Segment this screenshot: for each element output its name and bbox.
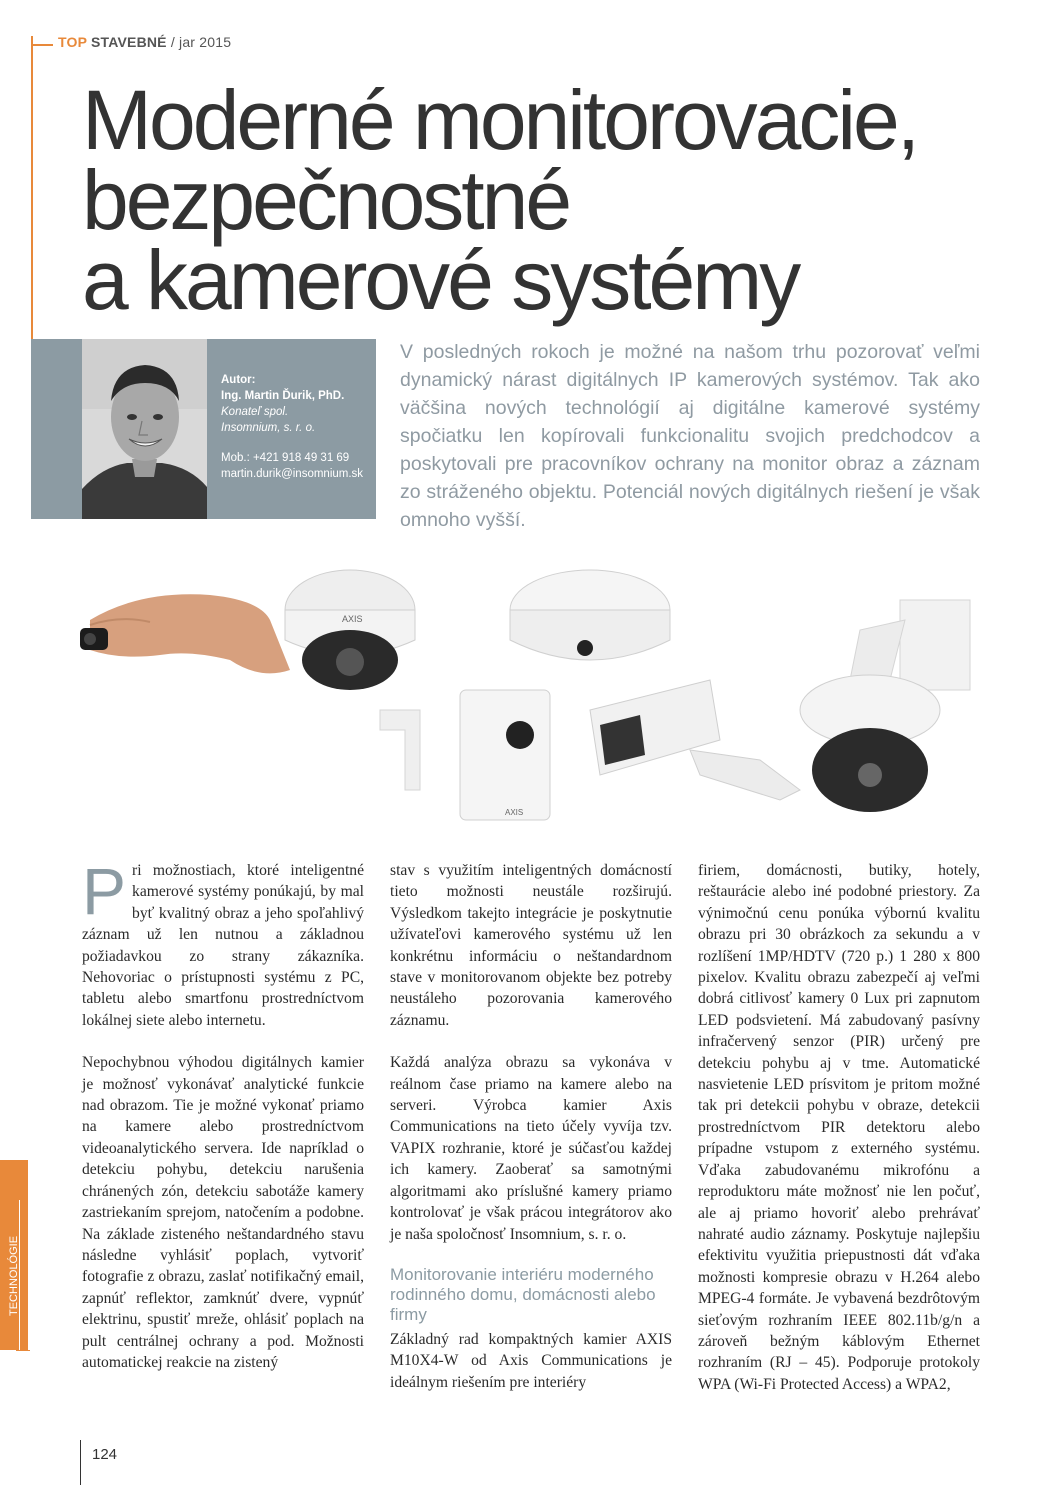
header-rule-vertical (31, 36, 33, 346)
body-column-1 (82, 854, 364, 1373)
page-number: 124 (92, 1446, 118, 1463)
column-2-paragraph-3: Základný rad kompaktných kamier AXIS M10X4-W od Axis Communications je ideálnym riešením pre interiéry (390, 1330, 672, 1391)
side-tab-foot (16, 1350, 30, 1351)
author-info (221, 372, 376, 482)
author-label: Autor: (221, 374, 256, 386)
hand-mini-camera-image (80, 594, 290, 673)
product-photo-group (60, 560, 1020, 830)
author-email[interactable]: martin.durik@insomnium.sk (221, 468, 364, 480)
brand-label-dome: AXIS (342, 614, 363, 624)
title-line-2: bezpečnostné (82, 153, 570, 247)
column-3-paragraph-1: firiem, domácnosti, butiky, hotely, reštaurácie alebo iné podobné priestory. Za výnimočnú cenu ponúka výbornú kvalitu obrazu pri 30 obrázkoch za sekundu a v rozlíšení 1MP/HDTV (720 p.) 1 280 x 800 pixelov. Kvalitu obrazu zabezpečí aj veľmi dobrá citlivosť kamery 0 Lux pri zapnutom LED podsvietení. Má zabudovaný pasívny infračervený senzor (PIR) určený pre detekciu pohybu aj v tme. Automatické nasvietenie LED prísvitom je pritom možné tak pri detekcii pohybu v obraze, detekcii prostredníctvom PIR detektoru alebo prípadne vstupom z externého systému. Vďaka zabudovanému mikrofónu a reproduktoru máte možnosť nie len počuť, ale aj priamo hovoriť alebo prehrávať nahraté audio záznamy. Poskytuje najlepšiu efektivitu využitia priepustnosti dát vďaka možnosti kompresie obrazu v H.264 alebo MPEG-4 formáte. Je vybavená bezdrôtovým sieťovým rozhraním IEEE 802.11b/g/n a zároveň bežným káblovým Ethernet rozhraním (RJ – 45). Podporuje protokoly WPA (Wi-Fi Protected Access) a WPA2, (698, 862, 980, 1393)
dome-camera-image (285, 570, 415, 690)
author-company: Insomnium, s. r. o. (221, 422, 316, 434)
header-rule-horizontal (31, 44, 53, 46)
author-role: Konateľ spol. (221, 406, 289, 418)
header-issue: / jar 2015 (170, 34, 232, 50)
box-camera-housing-image (590, 680, 800, 800)
footer-rule (80, 1440, 81, 1485)
header-section: STAVEBNÉ (90, 34, 167, 50)
column-2-paragraph-2: Každá analýza obrazu sa vykonáva v reálnom čase priamo na kamere alebo na serveri. Výrobca kamier Axis Communications na tieto účely vyvíja tzv. VAPIX rozhranie, ktoré je súčasťou každej ich kamery. Zaoberať sa samotnými algoritmami ako príslušné kamery priamo kontrolovať je však prácou integrátorov ako je naša spoločnosť Insomnium, s. r. o. (390, 1054, 672, 1243)
section-side-label: TECHNOLÓGIE (8, 1235, 20, 1316)
ptz-camera-image (800, 600, 970, 812)
cube-camera-image (380, 690, 550, 820)
column-1-paragraph-1 (82, 854, 364, 1031)
author-photo (82, 339, 207, 519)
body-column-2 (390, 860, 672, 1393)
article-title (82, 73, 1042, 327)
brand-label-cube: AXIS (505, 808, 524, 817)
column-1-paragraph-2: Nepochybnou výhodou digitálnych kamier je možnosť vykonávať analytické funkcie nad obrazom. Tie je možné vykonať priamo na kamere alebo prostredníctvom videoanalytického servera. Ide napríklad o detekciu pohybu, detekciu narušenia chránených zón, detekciu sabotáže kamery zastriekaním sprejom, natočením a podobne. Na základe zisteného neštandardného stavu následne vyhlásiť poplach, vytvoriť fotografie z obrazu, zaslať notifikačný email, zapnúť reflektor, zamknúť dvere, vypnúť elektrinu, spustiť mreže, ohlásiť poplach na pult centrálnej ochrany a pod. Možnosti automatickej reakcie na zistený (82, 1054, 364, 1371)
title-line-3: a kamerové systémy (82, 233, 799, 327)
body-column-3 (698, 860, 980, 1395)
column-1-paragraph-1-text: ri možnostiach, ktoré inteligentné kamerové systémy ponúkajú, by mal byť kvalitný obraz a jeho spoľahlivý záznam už len nutnou a základnou požiadavkou zo strany zákazníka. Nehovoriac o prístupnosti systému z PC, tabletu alebo smartfonu prostredníctvom lokálnej siete alebo internetu. (82, 862, 364, 1029)
lead-paragraph: V posledných rokoch je možné na našom trhu pozorovať veľmi dynamický nárast digitálnych IP kamerových systémov. Tak ako väčšina nových technológií aj digitálne kamerové systémy spočiatku len kopírovali funkcionalitu svojich predchodcov a poskytovali pre pracovníkov ochrany na monitor obraz a záznam zo stráženého objektu. Potenciál nových digitálnych riešení je však omnoho vyšší. (400, 341, 980, 531)
magazine-header (58, 34, 231, 50)
section-subheading: Monitorovanie interiéru moderného rodinného domu, domácnosti alebo firmy (390, 1264, 656, 1324)
author-name: Ing. Martin Ďurik, PhD. (221, 390, 345, 402)
author-phone: Mob.: +421 918 49 31 69 (221, 452, 350, 464)
column-2-paragraph-1: stav s využitím inteligentných domácností tieto možnosti neustále rozširujú. Výsledkom takejto integrácie je poskytnutie užívateľovi kamerového systému už len konkrétnu informáciu o neštandardnom stave v monitorovanom objekte bez potreby neustáleho pozorovania kamerového záznamu. (390, 862, 672, 1029)
title-line-1: Moderné monitorovacie, (82, 73, 918, 167)
dropcap: P (82, 854, 127, 928)
header-brand: TOP (58, 34, 87, 50)
fisheye-camera-image (510, 570, 670, 660)
